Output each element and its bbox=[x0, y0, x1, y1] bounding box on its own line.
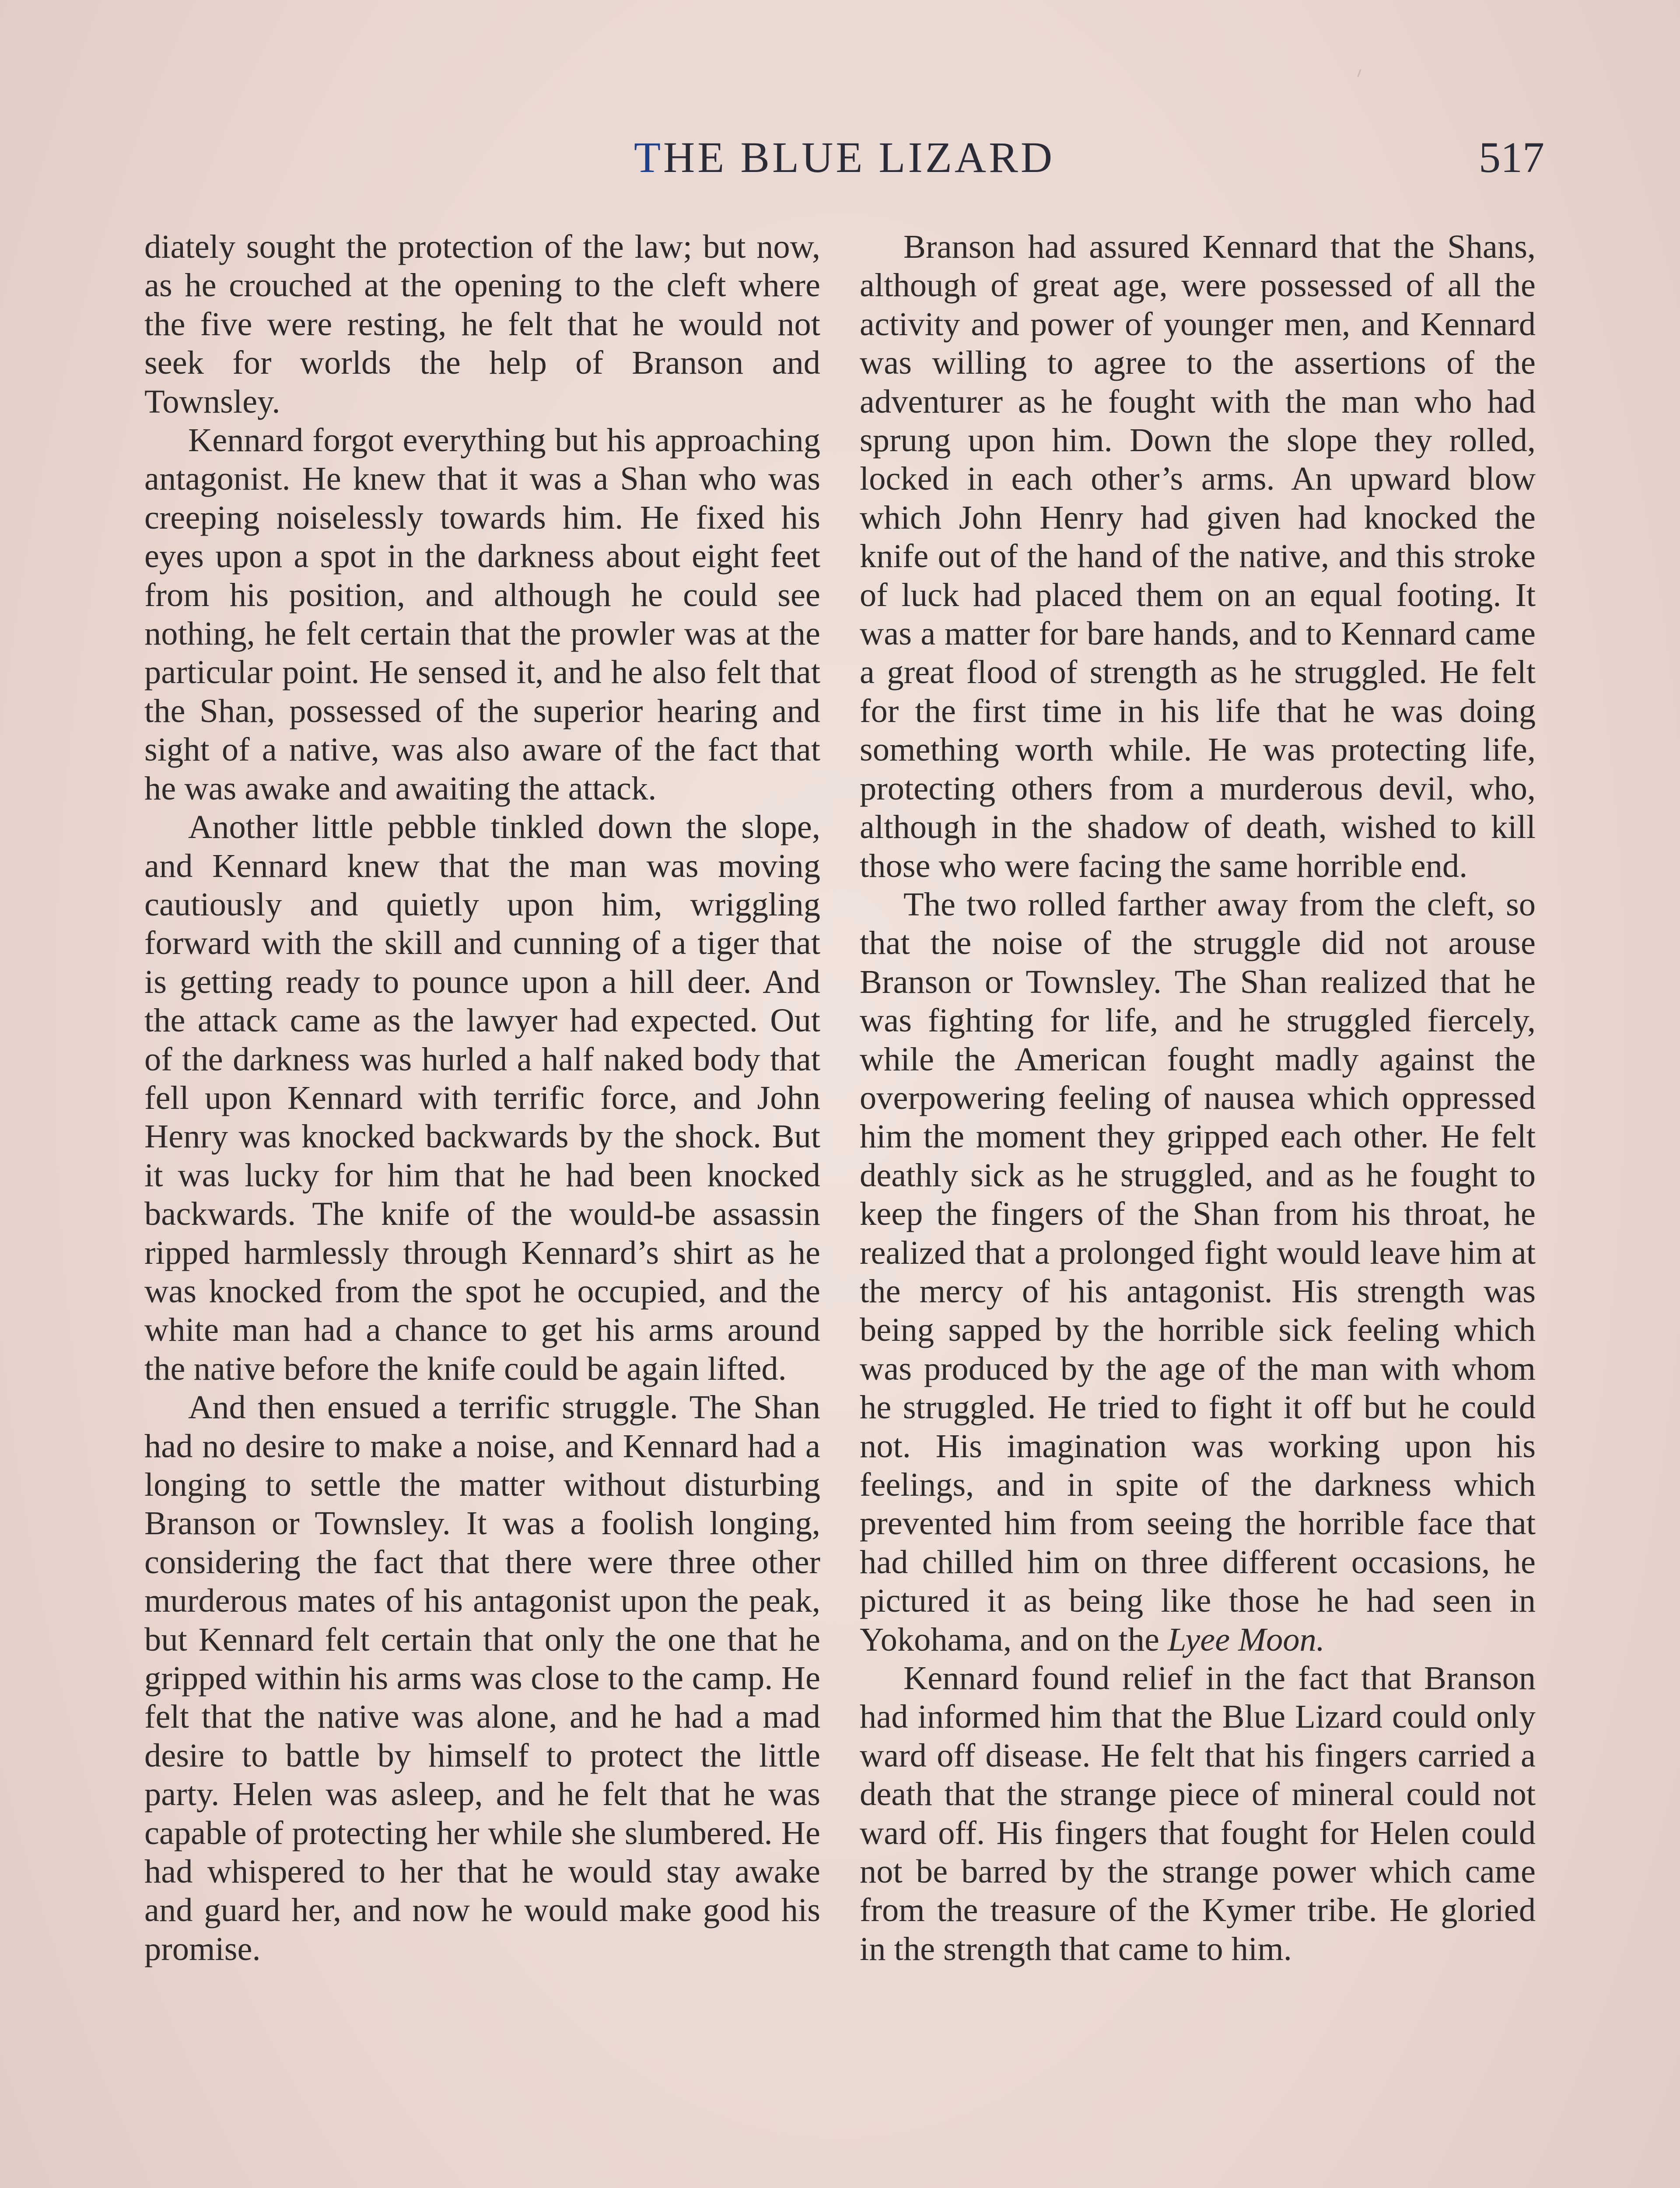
paragraph: Kennard found relief in the fact that Branson had informed him that the Blue Lizard could only ward off disease. He felt that his fingers carried a death that the strange piece of mineral could not ward off. His fingers that fought for Helen could not be barred by the strange power which came from the treasure of the Kymer tribe. He gloried in the strength that came to him. bbox=[860, 1659, 1536, 1967]
paragraph: Another little pebble tinkled down the slope, and Kennard knew that the man was moving cautiously and quietly upon him, wriggling forward with the skill and cunning of a tiger that is getting ready to pounce upon a hill deer. And the attack came as the lawyer had expected. Out of the darkness was hurled a half naked body that fell upon Kennard with terrific force, and John Henry was knocked backwards by the shock. But it was lucky for him that he had been knocked backwards. The knife of the would-be assassin ripped harmlessly through Kennard’s shirt as he was knocked from the spot he occupied, and the white man had a chance to get his arms around the native before the knife could be again lifted. bbox=[144, 808, 820, 1387]
page-number: 517 bbox=[1479, 133, 1544, 182]
right-column bbox=[860, 228, 1536, 1968]
paragraph-text: The two rolled farther away from the cleft, so that the noise of the struggle did not arouse Branson or Townsley. The Shan realized that he was fighting for life, and he struggled fiercely, while the American fought madly against the overpowering feeling of nausea which oppressed him the moment they gripped each other. He felt deathly sick as he struggled, and as he fought to keep the fingers of the Shan from his throat, he realized that a prolonged fight would leave him at the mercy of his antagonist. His strength was being sapped by the horrible sick feeling which was produced by the age of the man with whom he struggled. He tried to fight it off but he could not. His imagination was working upon his feelings, and in spite of the darkness which prevented him from seeing the horrible face that had chilled him on three different occasions, he pictured it as being like those he had seen in Yokohama, and on the bbox=[860, 885, 1536, 1658]
paragraph: diately sought the protection of the law; but now, as he crouched at the opening to the cleft where the five were resting, he felt that he would not seek for worlds the help of Branson and Townsley. bbox=[144, 228, 820, 420]
paragraph: And then ensued a terrific struggle. The Shan had no desire to make a noise, and Kennard had a longing to settle the matter without disturbing Branson or Townsley. It was a foolish longing, considering the fact that there were three other murderous mates of his antagonist upon the peak, but Kennard felt certain that only the one that he gripped within his arms was close to the camp. He felt that the native was alone, and he had a mad desire to battle by himself to protect the little party. Helen was asleep, and he felt that he was capable of protecting her while she slumbered. He had whispered to her that he would stay awake and guard her, and now he would make good his promise. bbox=[144, 1389, 820, 1967]
paragraph-with-italic bbox=[860, 885, 1536, 1659]
left-column bbox=[144, 228, 820, 1968]
title-rest: HE BLUE LIZARD bbox=[663, 133, 1055, 182]
running-title bbox=[144, 127, 1544, 188]
paragraph: Kennard forgot everything but his approaching antagonist. He knew that it was a Shan who was creeping noiselessly towards him. He fixed his eyes upon a spot in the darkness about eight feet from his position, and although he could see nothing, he felt certain that the prowler was at the particular point. He sensed it, and he also felt that the Shan, possessed of the superior hearing and sight of a native, was also aware of the fact that he was awake and awaiting the attack. bbox=[144, 421, 820, 807]
paragraph: Branson had assured Kennard that the Shans, although of great age, were possessed of all the activity and power of younger men, and Kennard was willing to agree to the assertions of the adventurer as he fought with the man who had sprung upon him. Down the slope they rolled, locked in each other’s arms. An upward blow which John Henry had given had knocked the knife out of the hand of the native, and this stroke of luck had placed them on an equal footing. It was a matter for bare hands, and to Kennard came a great flood of strength as he struggled. He felt for the first time in his life that he was doing something worth while. He was protecting life, protecting others from a murderous devil, who, although in the shadow of death, wished to kill those who were facing the same horrible end. bbox=[860, 228, 1536, 884]
paper-speck bbox=[1357, 69, 1365, 78]
ship-name-italic: Lyee Moon. bbox=[1168, 1620, 1325, 1658]
title-initial: T bbox=[634, 133, 664, 182]
page-header bbox=[144, 127, 1544, 188]
